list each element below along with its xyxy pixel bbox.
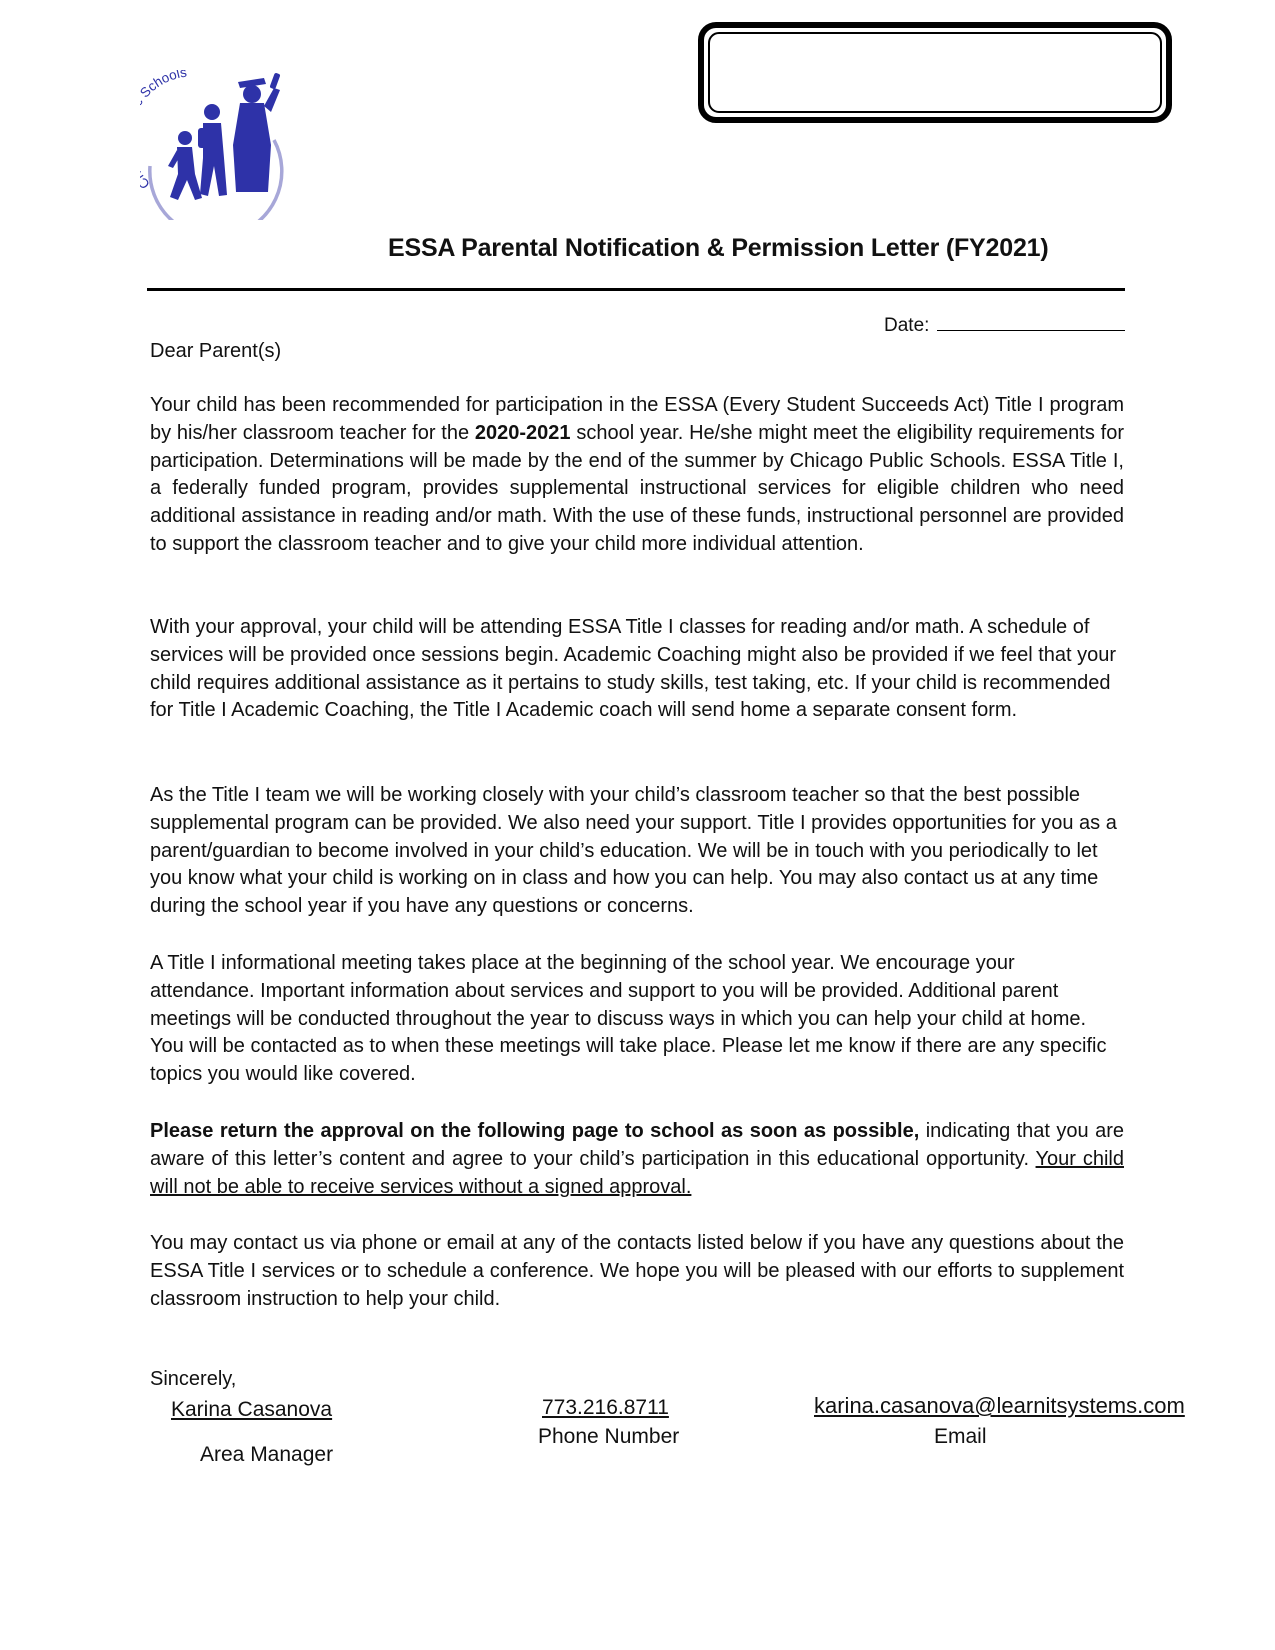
school-year: 2020-2021 [474,421,571,444]
svg-text:Chicago Public Schools: chools [144,70,188,95]
return-instruction: Please return the approval on the following page to school as soon as possible, [150,1120,920,1142]
email-address: karina.casanova@learnitsystems.com [814,1393,1185,1418]
email-label: Email [934,1425,987,1448]
paragraph-recommendation [150,392,1124,559]
header-blank-box-inner [708,32,1162,113]
closing: Sincerely, [150,1368,237,1390]
date-label: Date: [884,315,930,336]
date-field [884,312,1125,337]
date-blank-line [937,312,1125,331]
phone-number: 773.216.8711 [542,1396,669,1419]
title-divider [147,288,1125,291]
p1-text-b: school year. He/she might meet the eligibility requirements for participation. Determinations will be made by the end of the summer by Chicago Public Schools. ESSA Title I, a federally funded program, provides supplemental instructional services for eligible children who need additional assistance in reading and/or math. With the use of these funds, instructional personnel are provided to support the classroom teacher and to give your child more individual attention. [150,421,1124,555]
p5-text: indicating that you are aware of this letter’s content and agree to your child’s participation in this educational opportunity. [150,1120,1124,1170]
greeting: Dear Parent(s) [150,340,282,362]
chicago-public-schools-logo [140,70,290,220]
paragraph-meetings: A Title I informational meeting takes place at the beginning of the school year. We encourage your attendance. Important information about services and support to you will be provided. Additional parent meetings will be conducted throughout the year to discuss ways in which you can help your child at home. You will be contacted as to when these meetings will take place. Please let me know if there are any specific topics you would like covered. [150,952,1107,1086]
paragraph-return-approval [150,1118,1124,1201]
header-blank-box [698,22,1172,123]
contact-name: Karina Casanova [171,1398,333,1421]
page-title: ESSA Parental Notification & Permission Letter (FY2021) [388,234,1049,262]
paragraph-approval: With your approval, your child will be attending ESSA Title I classes for reading and/or math. A schedule of services will be provided once sessions begin. Academic Coaching might also be provided if we feel that your child requires additional assistance as it pertains to study skills, test taking, etc. If your child is recommended for Title I Academic Coaching, the Title I Academic coach will send home a separate consent form. [150,616,1117,722]
signed-approval-note: Your child will not be able to receive services without a signed approval. [150,1147,1124,1198]
phone-label: Phone Number [538,1425,680,1448]
paragraph-contact: You may contact us via phone or email at any of the contacts listed below if you have any questions about the ESSA Title I services or to schedule a conference. We hope you will be pleased with our efforts to supplement classroom instruction to help your child. [150,1232,1124,1310]
p1-text-a: Your child has been recommended for participation in the ESSA (Every Student Succeeds Act) Title I program by his/her classroom teacher for the [150,394,1124,444]
contact-role: Area Manager [200,1443,334,1466]
paragraph-title-team: As the Title I team we will be working closely with your child’s classroom teacher so that the best possible supplemental program can be provided. We also need your support. Title I provides opportunities for you as a parent/guardian to become involved in your child’s education. We will be in touch with you periodically to let you know what your child is working on in class and how you can help. You may also contact us at any time during the school year if you have any questions or concerns. [150,784,1117,918]
